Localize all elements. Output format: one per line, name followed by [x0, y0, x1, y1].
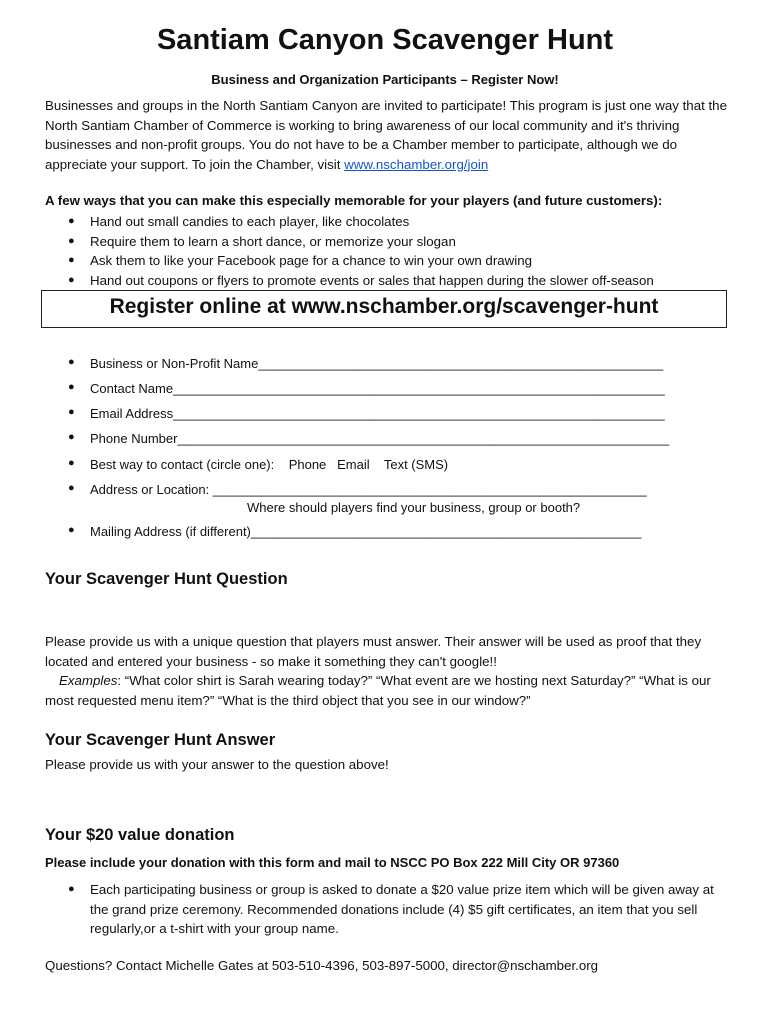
field-label: Business or Non-Profit Name________________________________________________________ — [90, 356, 664, 371]
list-item-text: Ask them to like your Facebook page for a chance to win your own drawing — [90, 253, 532, 268]
field-label: Mailing Address (if different)______________________________________________________ — [90, 524, 642, 539]
examples-text: : “What color shirt is Sarah wearing today?” “What event are we hosting next Saturday?” “What is our most requested menu item?” “What is the third object that you see in our window?” — [45, 673, 711, 708]
donation-heading: Your $20 value donation — [45, 826, 235, 844]
page-subtitle: Business and Organization Participants – Register Now! — [211, 72, 559, 87]
list-item — [64, 232, 654, 252]
bullet-icon: ● — [68, 457, 75, 469]
bullet-icon: ● — [68, 234, 75, 247]
field-label: Contact Name____________________________________________________________________ — [90, 381, 665, 396]
register-banner: Register online at www.nschamber.org/scavenger-hunt — [109, 295, 659, 318]
donation-bullet-text: Each participating business or group is asked to donate a $20 value prize item which will be given away at the grand prize ceremony. Recommended donations include (4) $5 gift certificates, an item that you sell regularly,or a t-shirt with your group name. — [90, 882, 714, 936]
join-link[interactable]: www.nschamber.org/join — [344, 156, 489, 172]
ways-heading: A few ways that you can make this especially memorable for your players (and future customers): — [45, 193, 663, 208]
bullet-icon: ● — [68, 524, 75, 536]
list-item — [64, 251, 654, 271]
donation-instruction: Please include your donation with this form and mail to NSCC PO Box 222 Mill City OR 97360 — [45, 855, 620, 870]
field-label: Email Address____________________________________________________________________ — [90, 406, 665, 421]
bullet-icon: ● — [68, 381, 75, 393]
bullet-icon: ● — [68, 215, 75, 227]
field-label: Phone Number____________________________________________________________________ — [90, 431, 670, 446]
bullet-icon: ● — [68, 406, 75, 418]
bullet-icon: ● — [68, 356, 75, 368]
list-item-text: Hand out small candies to each player, like chocolates — [90, 214, 410, 229]
question-examples — [45, 671, 735, 710]
intro-text: Businesses and groups in the North Santiam Canyon are invited to participate! This program is just one way that the North Santiam Chamber of Commerce is working to bring awareness of our local community and it's thriving businesses and non-profit groups. You do not have to be a Chamber member to participate, although we do appreciate your support. To join the Chamber, visit — [45, 98, 727, 172]
bullet-icon: ● — [68, 273, 75, 286]
field-label: Best way to contact (circle one): Phone Email Text (SMS) — [90, 457, 449, 472]
bullet-icon: ● — [68, 482, 75, 494]
contact-footer: Questions? Contact Michelle Gates at 503-510-4396, 503-897-5000, director@nschamber.org — [45, 958, 599, 973]
field-label: Address or Location: ____________________________________________________________ — [90, 482, 647, 497]
bullet-icon: ● — [68, 254, 75, 266]
bullet-icon: ● — [68, 883, 75, 895]
question-heading: Your Scavenger Hunt Question — [45, 570, 288, 588]
address-hint: Where should players find your business, group or booth? — [247, 500, 581, 515]
answer-heading: Your Scavenger Hunt Answer — [45, 731, 276, 749]
question-body: Please provide us with a unique question that players must answer. Their answer will be used as proof that they located and entered your business - so make it something they can't google!! — [45, 634, 702, 669]
bullet-icon: ● — [68, 431, 75, 443]
list-item-text: Hand out coupons or flyers to promote events or sales that happen during the slower off-season — [90, 272, 654, 288]
list-item — [64, 212, 654, 232]
list-item-text: Require them to learn a short dance, or memorize your slogan — [90, 233, 456, 249]
examples-label: Examples — [59, 673, 118, 688]
donation-bullet — [64, 880, 734, 939]
intro-paragraph — [45, 96, 735, 174]
ways-list — [64, 212, 654, 290]
list-item — [64, 271, 654, 291]
page-title: Santiam Canyon Scavenger Hunt — [156, 24, 614, 56]
answer-body: Please provide us with your answer to the question above! — [45, 757, 389, 772]
